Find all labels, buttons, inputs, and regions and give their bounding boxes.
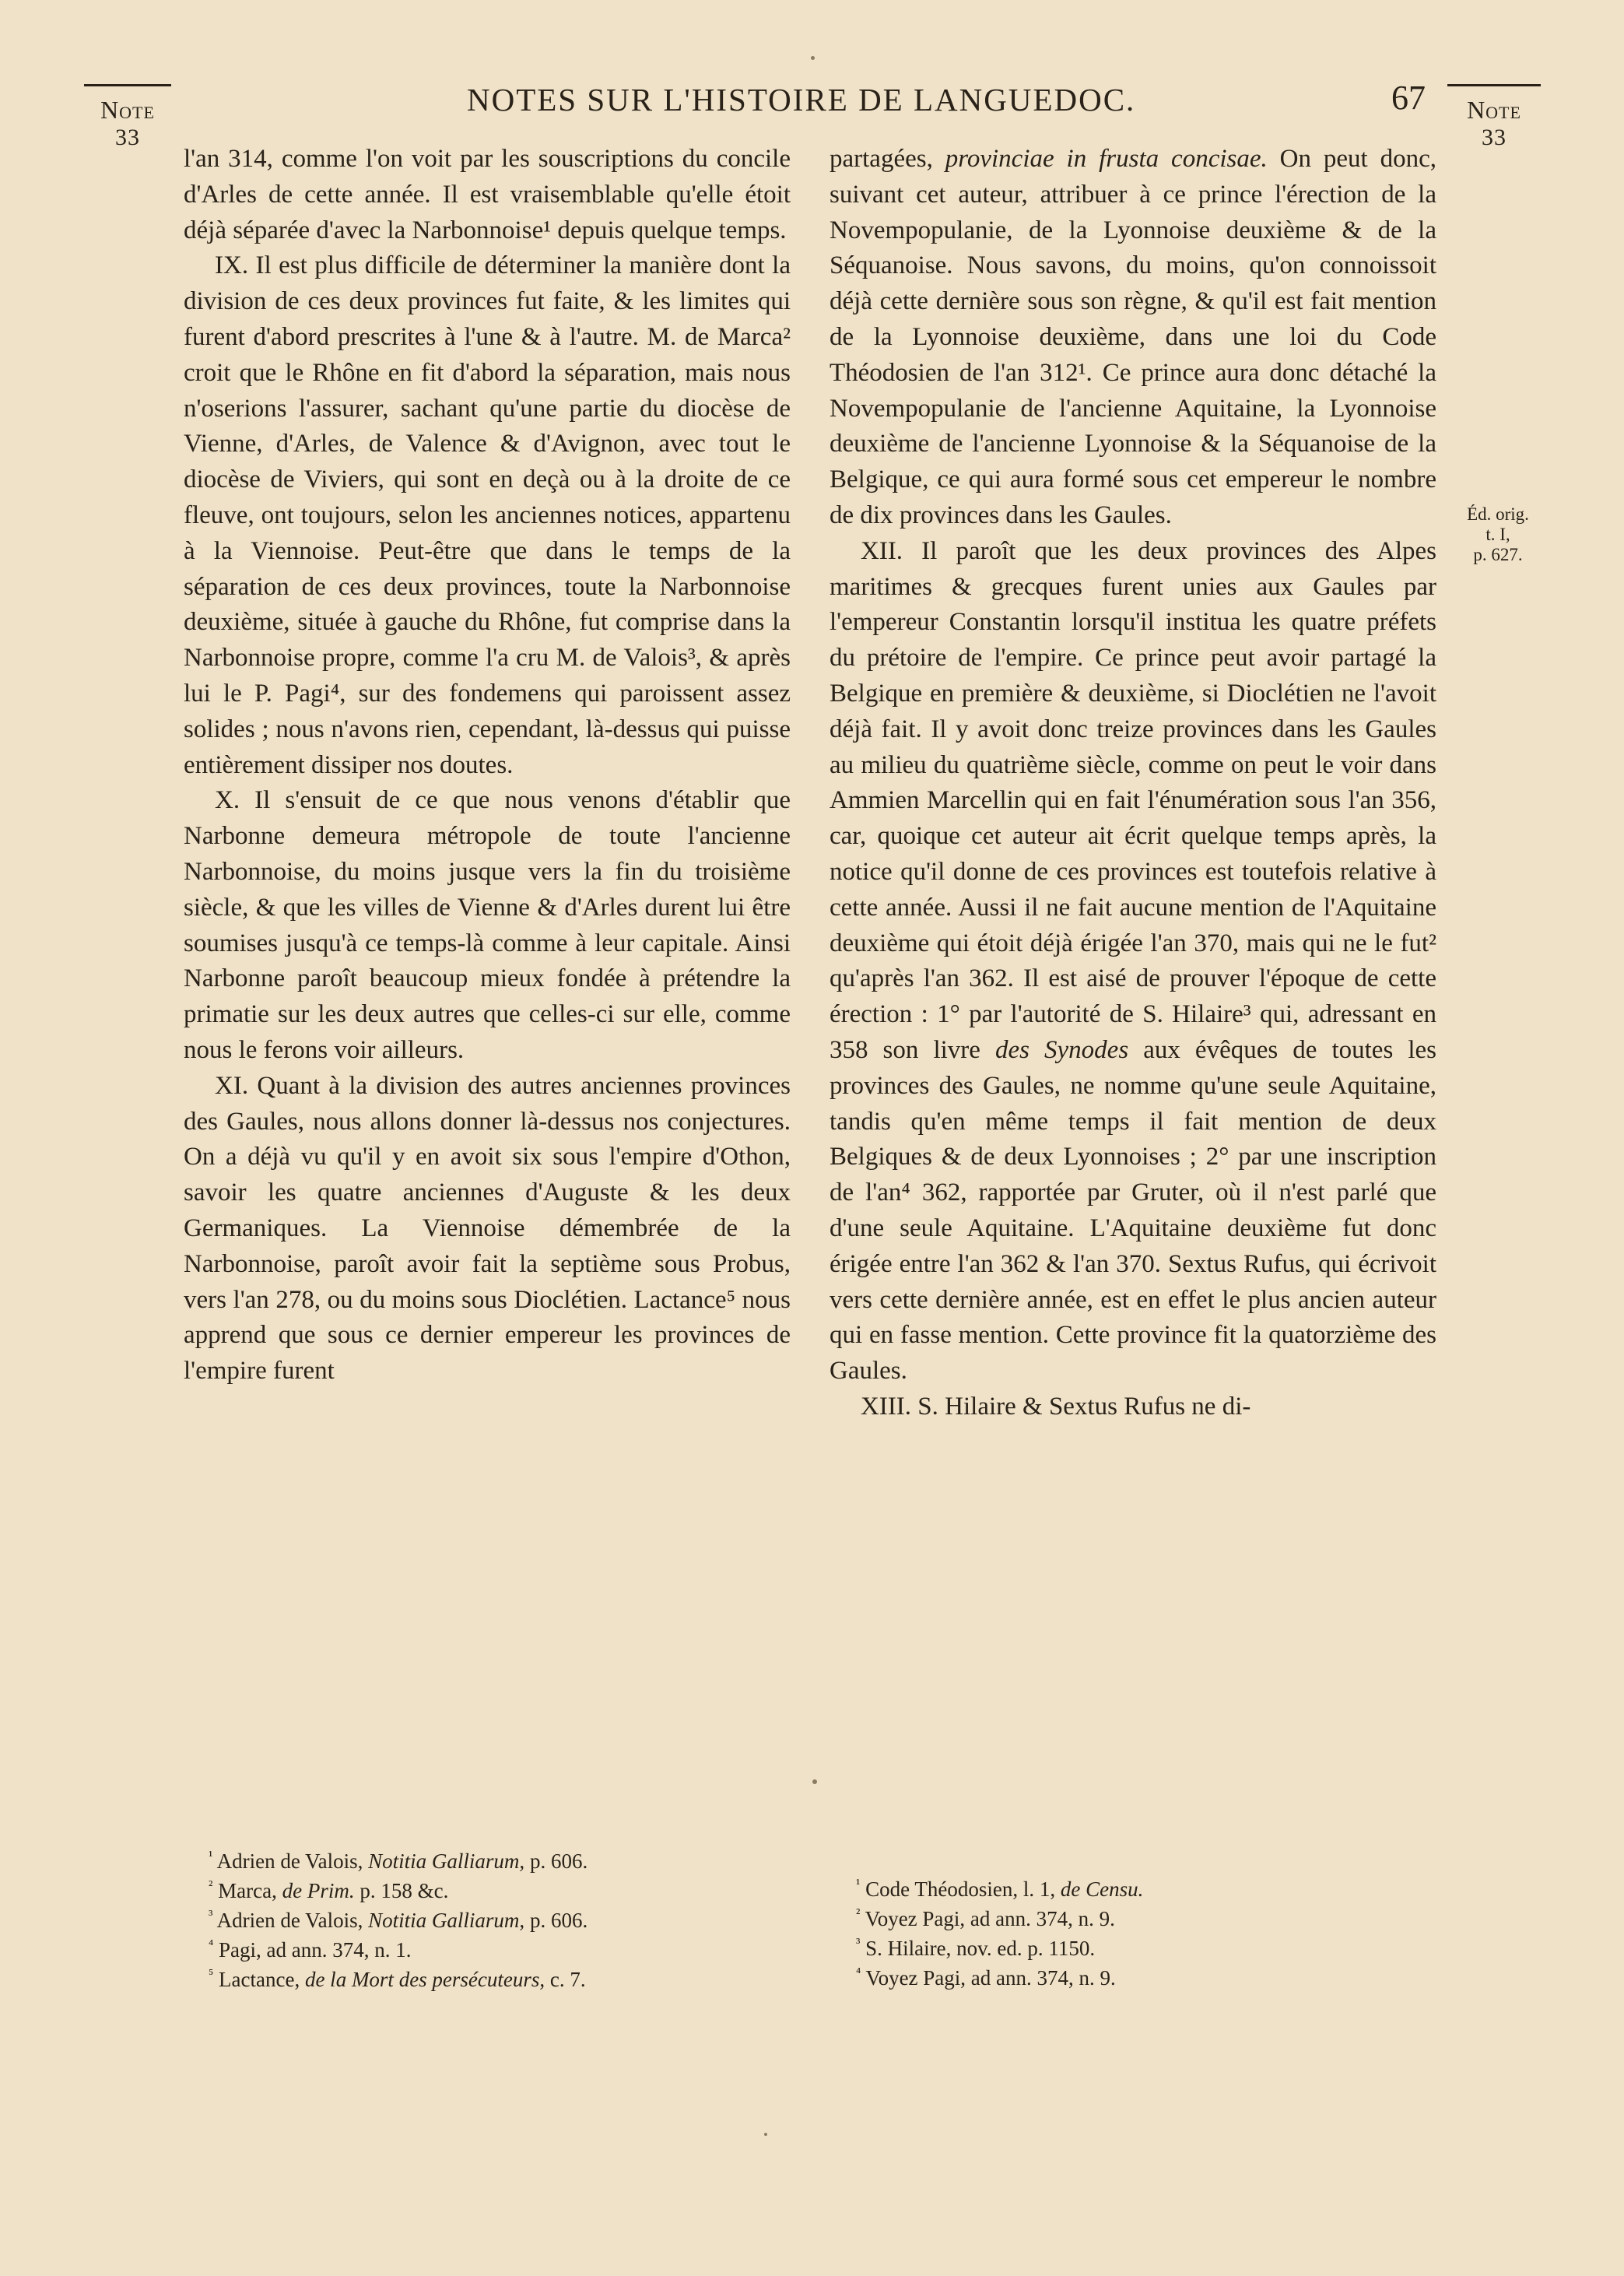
text-run: partagées,: [830, 145, 945, 173]
footnotes-left: [209, 1846, 831, 1994]
margin-note-left: [84, 84, 171, 152]
footnote: [856, 1963, 1478, 1993]
footnote-italic: Notitia Galliarum,: [368, 1909, 525, 1932]
paragraph: X. Il s'ensuit de ce que nous venons d'établir que Narbonne demeura métropole de toute l'ancienne Narbonnoise, du moins jusque vers la fin du troisième siècle, & que les villes de Vienne & d'Arles durent lui être soumises jusqu'à ce temps-là comme à leur capitale. Ainsi Narbonne paroît beaucoup mieux fondée à prétendre la primatie sur les deux autres que celles-ci sur elle, comme nous le ferons voir ailleurs.: [184, 786, 791, 1064]
paper-speck: [764, 2133, 767, 2136]
text-run: aux évêques de toutes les provinces des Gaules, ne nomme qu'une seule Aquitaine, tandis qu'en même temps il fait mention de deux Belgiques & de deux Lyonnoises ; 2° par une inscription de l'an⁴ 362, rapportée par Gruter, où il n'est parlé que d'une seule Aquitaine. L'Aquitaine deuxième fut donc érigée entre l'an 362 & l'an 370. Sextus Rufus, qui écrivoit vers cette dernière année, est en effet le plus ancien auteur qui en fasse mention. Cette province fit la quatorzième des Gaules.: [830, 1035, 1436, 1386]
footnote-marker: ²: [856, 1905, 861, 1921]
footnote-text: Adrien de Valois,: [216, 1909, 369, 1932]
footnote: [209, 1935, 831, 1965]
footnote-text: Voyez Pagi, ad ann. 374, n. 9.: [865, 1966, 1116, 1990]
footnote: [209, 1846, 831, 1876]
ed-orig-line: t. I,: [1485, 525, 1510, 544]
paragraph: XI. Quant à la division des autres anciennes provinces des Gaules, nous allons donner là-dessus nos conjectures. On a déjà vu qu'il y en avoit six sous l'empire d'Othon, savoir les quatre anciennes d'Auguste & les deux Germaniques. La Viennoise démembrée de la Narbonnoise, paroît avoir fait la septième sous Probus, vers l'an 278, ou du moins sous Dioclétien. Lactance⁵ nous apprend que sous ce dernier empereur les provinces de l'empire furent: [184, 1071, 791, 1386]
paper-speck: [811, 56, 815, 60]
footnote-text: p. 606.: [524, 1849, 588, 1873]
footnote-italic: Notitia Galliarum,: [368, 1849, 525, 1873]
page-number: 67: [1391, 79, 1426, 117]
text-run: XII. Il paroît que les deux provinces des Alpes maritimes & grecques furent unies aux Gaules par l'empereur Constantin lorsqu'il institua les quatre préfets du prétoire de l'empire. Ce prince peut avoir partagé la Belgique en première & deuxième, si Dioclétien ne l'avoit déjà fait. Il y avoit donc treize provinces dans les Gaules au milieu du quatrième siècle, comme on peut le voir dans Ammien Marcellin qui en fait l'énumération sous l'an 356, car, quoique cet auteur ait écrit quelque temps après, la notice qu'il donne de ces provinces est toutefois relative à cette année. Aussi il ne fait aucune mention de l'Aquitaine deuxième qui étoit déjà érigée l'an 370, mais qui ne le fut² qu'après l'an 362. Il est aisé de prouver l'époque de cette érection : 1° par l'autorité de S. Hilaire³ qui, adressant en 358 son livre: [830, 536, 1436, 1064]
original-edition-ref: [1440, 504, 1556, 565]
footnotes-right: [856, 1874, 1478, 1993]
margin-note-label: Note: [1467, 96, 1521, 124]
paragraph: IX. Il est plus difficile de déterminer la manière dont la division de ces deux provinces fut faite, & les limites qui furent d'abord prescrites à l'une & à l'autre. M. de Marca² croit que le Rhône en fit d'abord la séparation, mais nous n'oserions l'assurer, sachant qu'une partie du diocèse de Vienne, d'Arles, de Valence & d'Avignon, avec tout le diocèse de Viviers, qui sont en deçà ou à la droite de ce fleuve, ont toujours, selon les anciennes notices, appartenu à la Viennoise. Peut-être que dans le temps de la séparation de ces deux provinces, toute la Narbonnoise deuxième, située à gauche du Rhône, fut comprise dans la Narbonnoise propre, comme l'a cru M. de Valois³, & après lui le P. Pagi⁴, sur des fondemens qui paroissent assez solides ; nous n'avons rien, cependant, là-dessus qui puisse entièrement dissiper nos doutes.: [184, 251, 791, 779]
footnote: [856, 1874, 1478, 1904]
running-head: NOTES SUR L'HISTOIRE DE LANGUEDOC.: [467, 82, 1136, 118]
footnote-marker: ¹: [856, 1876, 861, 1891]
footnote-italic: de Censu.: [1060, 1877, 1144, 1901]
footnote-text: S. Hilaire, nov. ed. p. 1150.: [865, 1937, 1096, 1960]
footnote-marker: ³: [209, 1907, 213, 1923]
footnote-text: p. 606.: [524, 1909, 588, 1932]
footnote-marker: ⁴: [209, 1937, 214, 1952]
footnote-marker: ¹: [209, 1848, 213, 1863]
footnote: [856, 1934, 1478, 1963]
footnote-italic: de Prim.: [282, 1879, 355, 1902]
footnote-text: Pagi, ad ann. 374, n. 1.: [219, 1938, 412, 1962]
paragraph: l'an 314, comme l'on voit par les souscriptions du concile d'Arles de cette année. Il est vraisemblable qu'elle étoit déjà séparée d'avec la Narbonnoise¹ depuis quelque temps.: [184, 145, 791, 244]
footnote-italic: de la Mort des persécuteurs,: [304, 1968, 545, 1991]
footnote-text: Lactance,: [219, 1968, 305, 1991]
footnote-text: Marca,: [218, 1879, 282, 1902]
right-text-column: [830, 142, 1436, 1425]
paragraph: XIII. S. Hilaire & Sextus Rufus ne di-: [861, 1392, 1251, 1421]
footnote-marker: ³: [856, 1935, 861, 1951]
footnote-text: Voyez Pagi, ad ann. 374, n. 9.: [865, 1907, 1115, 1930]
left-text-column: [184, 142, 791, 1389]
footnote-marker: ²: [209, 1877, 213, 1893]
footnote-text: p. 158 &c.: [354, 1879, 449, 1902]
ed-orig-line: Éd. orig.: [1467, 504, 1529, 524]
footnote: [209, 1965, 831, 1994]
footnote-text: c. 7.: [545, 1968, 586, 1991]
paragraph: [830, 142, 1436, 534]
paragraph: [830, 534, 1436, 1389]
latin-quote: provinciae in frusta concisae.: [945, 145, 1268, 173]
text-run: On peut donc, suivant cet auteur, attribuer à ce prince l'érection de la Novempopulanie, de la Lyonnoise deuxième & de la Séquanoise. Nous savons, du moins, qu'on connoissoit déjà cette dernière sous son règne, & qu'il est fait mention de la Lyonnoise deuxième, dans une loi du Code Théodosien de l'an 312¹. Ce prince aura donc détaché la Novempopulanie de l'ancienne Aquitaine, la Lyonnoise deuxième de l'ancienne Lyonnoise & la Séquanoise de la Belgique, ce qui aura formé sous cet empereur le nombre de dix provinces dans les Gaules.: [830, 145, 1436, 529]
book-title: des Synodes: [994, 1035, 1129, 1064]
ed-orig-line: p. 627.: [1473, 545, 1523, 564]
footnote: [856, 1904, 1478, 1934]
margin-note-number: 33: [1482, 125, 1506, 150]
footnote-text: Code Théodosien, l. 1,: [865, 1877, 1061, 1901]
margin-note-number: 33: [115, 125, 140, 150]
footnote: [209, 1905, 831, 1935]
margin-note-label: Note: [100, 96, 155, 124]
margin-note-right: [1447, 84, 1541, 152]
footnote-marker: ⁵: [209, 1966, 214, 1982]
margin-rule: [1447, 84, 1541, 86]
footnote-text: Adrien de Valois,: [216, 1849, 369, 1873]
footnote-marker: ⁴: [856, 1965, 861, 1980]
margin-rule: [84, 84, 171, 86]
paper-speck: [812, 1779, 817, 1784]
footnote: [209, 1876, 831, 1905]
